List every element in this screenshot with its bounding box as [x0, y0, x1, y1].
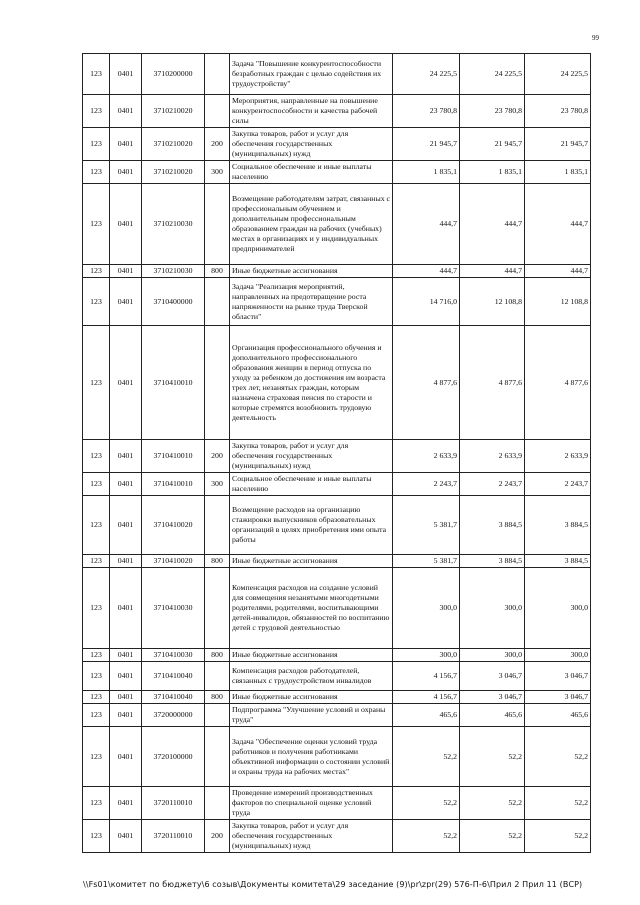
cell-target-article: 3710210030 [142, 265, 205, 278]
table-row [83, 128, 591, 161]
cell-expense-type [205, 568, 230, 649]
cell-amount-year-1: 52,2 [393, 727, 460, 787]
cell-target-article: 3720000000 [142, 704, 205, 727]
table-row [83, 820, 591, 853]
cell-target-article: 3710210020 [142, 128, 205, 161]
cell-amount-year-3: 3 884,5 [525, 496, 591, 555]
table-row [83, 555, 591, 568]
cell-department-code: 123 [83, 278, 110, 326]
table-row [83, 727, 591, 787]
cell-target-article: 3710410010 [142, 326, 205, 440]
cell-item-name: Иные бюджетные ассигнования [230, 691, 393, 704]
cell-amount-year-2: 3 884,5 [460, 555, 525, 568]
cell-target-article: 3710410020 [142, 496, 205, 555]
cell-amount-year-1: 4 156,7 [393, 691, 460, 704]
cell-amount-year-2: 300,0 [460, 649, 525, 662]
cell-amount-year-2: 300,0 [460, 568, 525, 649]
cell-item-name: Иные бюджетные ассигнования [230, 265, 393, 278]
cell-amount-year-1: 21 945,7 [393, 128, 460, 161]
cell-expense-type [205, 662, 230, 691]
cell-amount-year-3: 4 877,6 [525, 326, 591, 440]
cell-item-name: Социальное обеспечение и иные выплаты населению [230, 161, 393, 184]
cell-amount-year-2: 52,2 [460, 820, 525, 853]
cell-expense-type [205, 727, 230, 787]
cell-department-code: 123 [83, 704, 110, 727]
cell-department-code: 123 [83, 787, 110, 820]
cell-section-code: 0401 [110, 662, 142, 691]
cell-amount-year-1: 444,7 [393, 265, 460, 278]
cell-item-name: Возмещение расходов на организацию стажировки выпускников образовательных организаций в целях приобретения ими опыта работы [230, 496, 393, 555]
cell-amount-year-3: 465,6 [525, 704, 591, 727]
cell-amount-year-3: 300,0 [525, 568, 591, 649]
cell-section-code: 0401 [110, 727, 142, 787]
cell-department-code: 123 [83, 555, 110, 568]
cell-amount-year-1: 2 633,9 [393, 440, 460, 473]
cell-section-code: 0401 [110, 161, 142, 184]
cell-amount-year-3: 2 243,7 [525, 473, 591, 496]
cell-amount-year-2: 3 884,5 [460, 496, 525, 555]
cell-item-name: Организация профессионального обучения и дополнительного профессионального образования женщин в период отпуска по уходу за ребенком до достижения им возраста трех лет, незанятых граждан, которым назначена страховая пенсия по старости и которые стремятся возобновить трудовую деятельность [230, 326, 393, 440]
table-row [83, 704, 591, 727]
cell-expense-type [205, 54, 230, 95]
cell-amount-year-1: 300,0 [393, 568, 460, 649]
cell-amount-year-1: 4 156,7 [393, 662, 460, 691]
cell-department-code: 123 [83, 568, 110, 649]
cell-amount-year-2: 24 225,5 [460, 54, 525, 95]
cell-amount-year-2: 23 780,8 [460, 95, 525, 128]
cell-expense-type: 300 [205, 161, 230, 184]
cell-amount-year-1: 1 835,1 [393, 161, 460, 184]
cell-item-name: Закупка товаров, работ и услуг для обеспечения государственных (муниципальных) нужд [230, 440, 393, 473]
cell-item-name: Задача "Повышение конкурентоспособности безработных граждан с целью содействия их трудоустройству" [230, 54, 393, 95]
cell-amount-year-3: 12 108,8 [525, 278, 591, 326]
cell-target-article: 3710210020 [142, 95, 205, 128]
budget-table [82, 53, 591, 853]
cell-target-article: 3710410030 [142, 649, 205, 662]
table-row [83, 95, 591, 128]
cell-expense-type [205, 496, 230, 555]
cell-amount-year-1: 5 381,7 [393, 496, 460, 555]
cell-department-code: 123 [83, 440, 110, 473]
cell-department-code: 123 [83, 161, 110, 184]
cell-department-code: 123 [83, 128, 110, 161]
document-file-path: \\Fs01\комитет по бюджету\6 созыв\Документы комитета\29 заседание (9)\pr\zpr(29) 576-П-6\Прил 2 Прил 11 (ВСР) [83, 880, 583, 889]
cell-section-code: 0401 [110, 496, 142, 555]
page-number: 99 [592, 34, 599, 42]
cell-department-code: 123 [83, 727, 110, 787]
cell-target-article: 3710410030 [142, 568, 205, 649]
cell-section-code: 0401 [110, 787, 142, 820]
cell-amount-year-2: 3 046,7 [460, 691, 525, 704]
cell-item-name: Задача "Обеспечение оценки условий труда работников и получения работниками объективной информации о состоянии условий и охраны труда на рабочих местах" [230, 727, 393, 787]
cell-section-code: 0401 [110, 691, 142, 704]
cell-amount-year-3: 1 835,1 [525, 161, 591, 184]
cell-target-article: 3720110010 [142, 787, 205, 820]
cell-amount-year-1: 52,2 [393, 820, 460, 853]
cell-amount-year-1: 14 716,0 [393, 278, 460, 326]
cell-item-name: Проведение измерений производственных факторов по специальной оценке условий труда [230, 787, 393, 820]
cell-section-code: 0401 [110, 555, 142, 568]
cell-amount-year-1: 444,7 [393, 184, 460, 265]
cell-section-code: 0401 [110, 95, 142, 128]
table-row [83, 326, 591, 440]
cell-expense-type [205, 95, 230, 128]
cell-department-code: 123 [83, 326, 110, 440]
table-row [83, 278, 591, 326]
cell-expense-type: 200 [205, 440, 230, 473]
cell-amount-year-3: 444,7 [525, 265, 591, 278]
cell-expense-type [205, 184, 230, 265]
cell-department-code: 123 [83, 95, 110, 128]
cell-amount-year-1: 2 243,7 [393, 473, 460, 496]
cell-section-code: 0401 [110, 820, 142, 853]
cell-expense-type: 300 [205, 473, 230, 496]
cell-department-code: 123 [83, 820, 110, 853]
cell-section-code: 0401 [110, 265, 142, 278]
cell-section-code: 0401 [110, 128, 142, 161]
table-row [83, 161, 591, 184]
cell-amount-year-1: 24 225,5 [393, 54, 460, 95]
cell-department-code: 123 [83, 649, 110, 662]
cell-expense-type [205, 326, 230, 440]
cell-item-name: Закупка товаров, работ и услуг для обеспечения государственных (муниципальных) нужд [230, 128, 393, 161]
cell-section-code: 0401 [110, 473, 142, 496]
cell-amount-year-3: 52,2 [525, 727, 591, 787]
cell-item-name: Иные бюджетные ассигнования [230, 649, 393, 662]
cell-amount-year-3: 3 884,5 [525, 555, 591, 568]
cell-department-code: 123 [83, 496, 110, 555]
cell-department-code: 123 [83, 691, 110, 704]
cell-target-article: 3710410020 [142, 555, 205, 568]
cell-amount-year-3: 2 633,9 [525, 440, 591, 473]
cell-expense-type [205, 704, 230, 727]
cell-expense-type: 200 [205, 820, 230, 853]
cell-expense-type: 800 [205, 691, 230, 704]
cell-amount-year-2: 21 945,7 [460, 128, 525, 161]
cell-department-code: 123 [83, 265, 110, 278]
cell-amount-year-3: 24 225,5 [525, 54, 591, 95]
cell-target-article: 3710410040 [142, 662, 205, 691]
cell-department-code: 123 [83, 184, 110, 265]
table-row [83, 473, 591, 496]
cell-expense-type [205, 278, 230, 326]
cell-amount-year-2: 2 243,7 [460, 473, 525, 496]
cell-section-code: 0401 [110, 704, 142, 727]
cell-amount-year-2: 465,6 [460, 704, 525, 727]
cell-department-code: 123 [83, 473, 110, 496]
cell-department-code: 123 [83, 662, 110, 691]
cell-amount-year-1: 300,0 [393, 649, 460, 662]
cell-expense-type: 800 [205, 265, 230, 278]
cell-amount-year-3: 52,2 [525, 820, 591, 853]
cell-department-code: 123 [83, 54, 110, 95]
table-row [83, 691, 591, 704]
cell-expense-type: 200 [205, 128, 230, 161]
cell-item-name: Компенсация расходов работодателей, связанных с трудоустройством инвалидов [230, 662, 393, 691]
cell-section-code: 0401 [110, 440, 142, 473]
table-row [83, 54, 591, 95]
cell-section-code: 0401 [110, 568, 142, 649]
cell-amount-year-3: 3 046,7 [525, 691, 591, 704]
cell-amount-year-1: 4 877,6 [393, 326, 460, 440]
cell-expense-type [205, 787, 230, 820]
cell-target-article: 3710210030 [142, 184, 205, 265]
cell-target-article: 3720110010 [142, 820, 205, 853]
cell-amount-year-3: 444,7 [525, 184, 591, 265]
table-row [83, 184, 591, 265]
cell-target-article: 3710400000 [142, 278, 205, 326]
cell-item-name: Мероприятия, направленные на повышение конкурентоспособности и качества рабочей силы [230, 95, 393, 128]
cell-expense-type: 800 [205, 649, 230, 662]
cell-target-article: 3710410040 [142, 691, 205, 704]
cell-section-code: 0401 [110, 326, 142, 440]
cell-amount-year-3: 21 945,7 [525, 128, 591, 161]
cell-item-name: Социальное обеспечение и иные выплаты населению [230, 473, 393, 496]
cell-amount-year-1: 5 381,7 [393, 555, 460, 568]
cell-amount-year-2: 52,2 [460, 727, 525, 787]
table-row [83, 496, 591, 555]
cell-item-name: Компенсация расходов на создание условий для совмещения незанятыми многодетными родителями, родителями, воспитывающими детей-инвалидов, обязанностей по воспитанию детей с трудовой деятельностью [230, 568, 393, 649]
table-row [83, 787, 591, 820]
cell-amount-year-2: 2 633,9 [460, 440, 525, 473]
cell-amount-year-2: 1 835,1 [460, 161, 525, 184]
cell-amount-year-2: 3 046,7 [460, 662, 525, 691]
cell-amount-year-2: 444,7 [460, 184, 525, 265]
cell-item-name: Задача "Реализация мероприятий, направленных на предотвращение роста напряженности на рынке труда Тверской области" [230, 278, 393, 326]
cell-amount-year-3: 3 046,7 [525, 662, 591, 691]
cell-item-name: Закупка товаров, работ и услуг для обеспечения государственных (муниципальных) нужд [230, 820, 393, 853]
table-row [83, 649, 591, 662]
table-row [83, 568, 591, 649]
cell-amount-year-2: 12 108,8 [460, 278, 525, 326]
cell-amount-year-3: 23 780,8 [525, 95, 591, 128]
cell-amount-year-3: 300,0 [525, 649, 591, 662]
cell-expense-type: 800 [205, 555, 230, 568]
cell-section-code: 0401 [110, 278, 142, 326]
table-row [83, 440, 591, 473]
cell-target-article: 3710200000 [142, 54, 205, 95]
cell-amount-year-1: 23 780,8 [393, 95, 460, 128]
cell-target-article: 3710210020 [142, 161, 205, 184]
cell-section-code: 0401 [110, 184, 142, 265]
cell-target-article: 3710410010 [142, 440, 205, 473]
cell-target-article: 3720100000 [142, 727, 205, 787]
cell-amount-year-1: 52,2 [393, 787, 460, 820]
cell-item-name: Возмещение работодателям затрат, связанных с профессиональным обучением и дополнительным профессиональным образованием граждан на рабочих (учебных) местах в организациях и у индивидуальных предпринимателей [230, 184, 393, 265]
cell-item-name: Подпрограмма "Улучшение условий и охраны труда" [230, 704, 393, 727]
cell-amount-year-2: 444,7 [460, 265, 525, 278]
table-row [83, 265, 591, 278]
table-row [83, 662, 591, 691]
cell-amount-year-1: 465,6 [393, 704, 460, 727]
cell-section-code: 0401 [110, 54, 142, 95]
cell-target-article: 3710410010 [142, 473, 205, 496]
cell-amount-year-2: 4 877,6 [460, 326, 525, 440]
cell-section-code: 0401 [110, 649, 142, 662]
cell-amount-year-2: 52,2 [460, 787, 525, 820]
cell-amount-year-3: 52,2 [525, 787, 591, 820]
cell-item-name: Иные бюджетные ассигнования [230, 555, 393, 568]
